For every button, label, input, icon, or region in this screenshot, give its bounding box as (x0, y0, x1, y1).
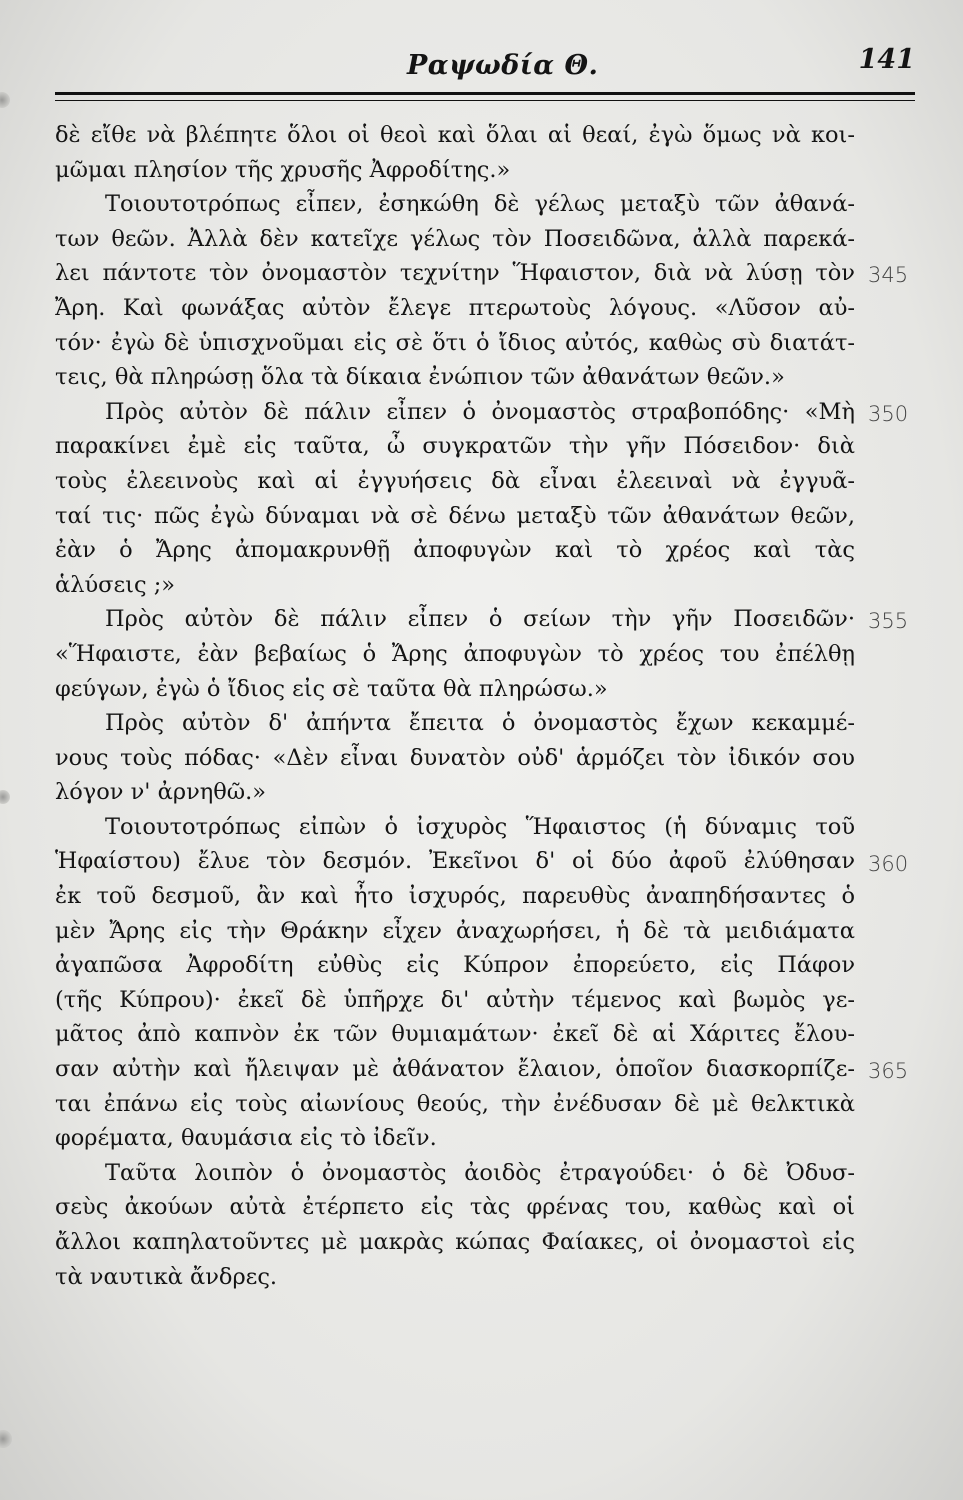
text-line: φορέματα, θαυμάσια εἰς τὸ ἰδεῖν. (55, 1125, 437, 1152)
text-line: τοὺς ἐλεεινοὺς καὶ αἱ ἐγγυήσεις δὰ εἶναι ἐλεειναὶ νὰ ἐγγυᾶ- (55, 467, 855, 494)
text-line: ται ἐπάνω εἰς τοὺς αἰωνίους θεούς, τὴν ἐνέδυσαν δὲ μὲ θελκτικὰ (55, 1090, 855, 1117)
text-line: ἁλύσεις ;» (55, 571, 176, 598)
line-number: 350 (868, 401, 909, 426)
text-line: Ἡφαίστου) ἔλυε τὸν δεσμόν. Ἐκεῖνοι δ' οἱ δύο ἀφοῦ ἐλύθησαν (55, 848, 855, 875)
binding-hole-mark (0, 790, 10, 804)
text-line: ταί τις· πῶς ἐγὼ δύναμαι νὰ σὲ δένω μεταξὺ τῶν ἀθανάτων θεῶν, (55, 502, 855, 529)
binding-hole-mark (0, 1430, 12, 1448)
text-line: Πρὸς αὐτὸν δὲ πάλιν εἶπεν ὁ σείων τὴν γῆν Ποσειδῶν· (105, 606, 855, 633)
text-line: (τῆς Κύπρου)· ἐκεῖ δὲ ὑπῆρχε δι' αὐτὴν τέμενος καὶ βωμὸς γε- (55, 986, 855, 1013)
text-line: Ἄρη. Καὶ φωνάξας αὐτὸν ἔλεγε πτερωτοὺς λόγους. «Λῦσον αὐ- (55, 294, 855, 321)
page-number: 141 (858, 44, 915, 75)
text-line: φεύγων, ἐγὼ ὁ ἴδιος εἰς σὲ ταῦτα θὰ πληρώσω.» (55, 675, 608, 702)
text-line: παρακίνει ἐμὲ εἰς ταῦτα, ὦ συγκρατῶν τὴν γῆν Πόσειδον· διὰ (55, 433, 855, 460)
running-title: Ραψωδία Θ. (407, 50, 599, 81)
text-line: σαν αὐτὴν καὶ ἤλειψαν μὲ ἀθάνατον ἔλαιον, ὁποῖον διασκορπίζε- (55, 1056, 855, 1083)
text-line: ἄλλοι καπηλατοῦντες μὲ μακρὰς κώπας Φαίακες, οἱ ὀνομαστοὶ εἰς (55, 1229, 855, 1255)
text-line: λει πάντοτε τὸν ὀνομαστὸν τεχνίτην Ἥφαιστον, διὰ νὰ λύσῃ τὸν (55, 260, 855, 287)
body-text (55, 118, 855, 1294)
text-line: Πρὸς αὐτὸν δὲ πάλιν εἶπεν ὁ ὀνομαστὸς στραβοπόδης· «Μὴ (105, 398, 855, 425)
text-line: των θεῶν. Ἀλλὰ δὲν κατεῖχε γέλως τὸν Ποσειδῶνα, ἀλλὰ παρεκά- (55, 225, 855, 252)
text-line: ἀγαπῶσα Ἀφροδίτη εὐθὺς εἰς Κύπρον ἐπορεύετο, εἰς Πάφον (55, 952, 855, 979)
text-line: ἐὰν ὁ Ἄρης ἀπομακρυνθῇ ἀποφυγὼν καὶ τὸ χρέος καὶ τὰς (55, 537, 855, 564)
text-line: δὲ εἴθε νὰ βλέπητε ὅλοι οἱ θεοὶ καὶ ὅλαι αἱ θεαί, ἐγὼ ὅμως νὰ κοι- (55, 122, 855, 148)
text-line: λόγον ν' ἀρνηθῶ.» (55, 779, 267, 806)
text-line: Πρὸς αὐτὸν δ' ἀπήντα ἔπειτα ὁ ὀνομαστὸς ἔχων κεκαμμέ- (105, 710, 855, 737)
text-line: τὰ ναυτικὰ ἄνδρες. (55, 1263, 278, 1290)
text-line: μῶμαι πλησίον τῆς χρυσῆς Ἀφροδίτης.» (55, 156, 511, 183)
text-line: ἐκ τοῦ δεσμοῦ, ἂν καὶ ἦτο ἰσχυρός, παρευθὺς ἀναπηδήσαντες ὁ (55, 883, 855, 910)
text-line: σεὺς ἀκούων αὐτὰ ἐτέρπετο εἰς τὰς φρένας του, καθὼς καὶ οἱ (55, 1194, 855, 1221)
text-line: Τοιουτοτρόπως εἶπεν, ἐσηκώθη δὲ γέλως μεταξὺ τῶν ἀθανά- (105, 191, 855, 218)
text-line: Ταῦτα λοιπὸν ὁ ὀνομαστὸς ἀοιδὸς ἐτραγούδει· ὁ δὲ Ὀδυσ- (105, 1159, 855, 1186)
text-line: «Ἥφαιστε, ἐὰν βεβαίως ὁ Ἄρης ἀποφυγὼν τὸ χρέος του ἐπέλθῃ (55, 640, 855, 667)
text-line: νους τοὺς πόδας· «Δὲν εἶναι δυνατὸν οὐδ' ἁρμόζει τὸν ἰδικόν σου (55, 744, 855, 771)
line-number: 360 (868, 851, 909, 876)
text-line: τόν· ἐγὼ δὲ ὑπισχνοῦμαι εἰς σὲ ὅτι ὁ ἴδιος αὐτός, καθὼς σὺ διατάτ- (55, 329, 855, 356)
header-rule-thin (55, 100, 915, 101)
text-line: μὲν Ἄρης εἰς τὴν Θράκην εἶχεν ἀναχωρήσει, ἡ δὲ τὰ μειδιάματα (55, 917, 855, 944)
header-rule-thick (55, 92, 915, 95)
line-number: 345 (868, 263, 909, 288)
line-number: 365 (868, 1059, 909, 1084)
line-number: 355 (868, 609, 909, 634)
text-line: μᾶτος ἀπὸ καπνὸν ἐκ τῶν θυμιαμάτων· ἐκεῖ δὲ αἱ Χάριτες ἔλου- (55, 1021, 855, 1048)
text-line: Τοιουτοτρόπως εἰπὼν ὁ ἰσχυρὸς Ἥφαιστος (ἡ δύναμις τοῦ (105, 813, 855, 840)
text-line: τεις, θὰ πληρώσῃ ὅλα τὰ δίκαια ἐνώπιον τῶν ἀθανάτων θεῶν.» (55, 364, 785, 391)
page-header (55, 40, 915, 90)
binding-hole-mark (0, 92, 10, 108)
